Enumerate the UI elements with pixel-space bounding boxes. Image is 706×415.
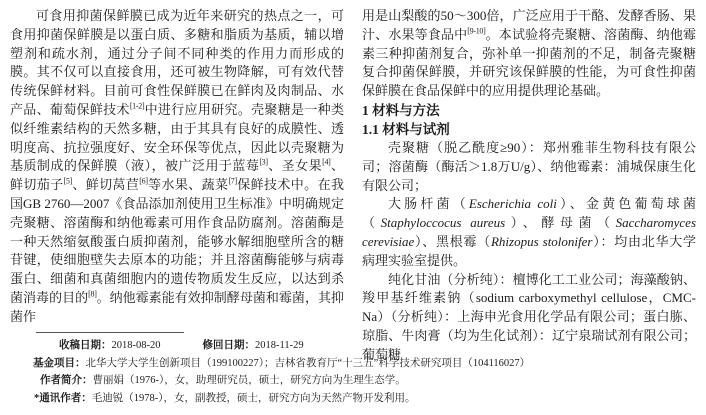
- fund-line: [33, 355, 706, 373]
- left-column: [10, 7, 344, 365]
- dates-line: [59, 337, 706, 355]
- intro-continuation-paragraph: 用是山梨酸的50～300倍，广泛应用于干酪、发酵香肠、果汁、水果等食品中[9-10]。本试验将壳聚糖、溶菌酶、纳他霉素三种抑菌剂复合，弥补单一抑菌剂的不足，制备壳聚糖复合抑菌保鲜膜，并研究该保鲜膜的性能，为可食性抑菌保鲜膜在食品保鲜中的应用提供理论基础。: [362, 8, 696, 99]
- author-label: 作者简介：: [40, 375, 93, 386]
- received-date-label: 收稿日期：: [59, 340, 112, 351]
- footnote-separator: [36, 332, 184, 333]
- author-text: 曹丽娟（1976-），女，助理研究员，硕士，研究方向为生理生态学。: [92, 375, 406, 386]
- revised-date-value: 2018-11-29: [255, 340, 304, 351]
- section-heading-materials-reagents: 1.1 材料与试剂: [362, 121, 450, 137]
- received-date-value: 2018-08-20: [111, 340, 161, 351]
- strains-paragraph: 大肠杆菌（Escherichia coli）、金黄色葡萄球菌（Staphyloccocus aureus）、酵母菌（Saccharomyces cerevisiae）、黑根霉（Rhizopus stolonifer）：均由北华大学病理实验室提供。: [362, 196, 696, 268]
- fund-text: 北华大学大学生创新项目（199100227）；吉林省教育厅“十三五”科学技术研究项目（104116027）: [85, 357, 531, 369]
- chemicals-paragraph: 纯化甘油（分析纯）：檀博化工工业公司；海藻酸钠、羧甲基纤维素钠（sodium carboxymethyl cellulose，CMC-Na）（分析纯）：上海申光食用化学品有限公司；蛋白胨、琼脂、牛肉膏（均为生化试剂）：辽宁泉瑞试剂有限公司；葡萄糖: [362, 271, 696, 362]
- fund-label: 基金项目：: [33, 357, 86, 369]
- intro-paragraph: 可食用抑菌保鲜膜已成为近年来研究的热点之一，可食用抑菌保鲜膜是以蛋白质、多糖和脂质为基质，辅以增塑剂和疏水剂，通过分子间不同种类的作用力而形成的膜。其不仅可以直接食用，还可被生物降解，可有效代替传统保鲜材料。目前可食性保鲜膜已在鲜肉及肉制品、水产品、葡萄保鲜技术[1-2]中进行应用研究。壳聚糖是一种类似纤维素结构的天然多糖，由于其具有良好的成膜性、透明度高、抗拉强度好、安全环保等优点，因此以壳聚糖为基质制成的保鲜膜（液），被广泛用于蓝莓[3]、圣女果[4]、鲜切茄子[5]、鲜切莴苣[6]等水果、蔬菜[7]保鲜技术中。在我国GB 2760—2007《食品添加剂使用卫生标准》中明确规定壳聚糖、溶菌酶和纳他霉素可用作食品防腐剂。溶菌酶是一种天然缩氨酸蛋白质抑菌剂，能够水解细胞壁所含的糖苷键，使细胞壁失去原本的功能；并且溶菌酶能够与病毒蛋白、细菌和真菌细胞内的遗传物质发生反应，以达到杀菌消毒的目的[8]。纳他霉素能有效抑制酵母菌和霉菌，其抑菌作: [10, 8, 344, 324]
- right-column: [362, 7, 696, 365]
- corresponding-author-label: *通讯作者：: [34, 392, 92, 404]
- corresponding-author-text: 毛迪锐（1978-），女，副教授，硕士，研究方向为天然产物开发利用。: [91, 392, 416, 404]
- reagents-paragraph: 壳聚糖（脱乙酰度≥90）：郑州雅菲生物科技有限公司；溶菌酶（酶活＞1.8万U/g）、纳他霉素：浦城保康生化有限公司；: [362, 139, 696, 193]
- section-heading-materials-methods: 1 材料与方法: [362, 102, 440, 118]
- corresponding-author-line: [34, 390, 706, 408]
- footnote: [0, 332, 706, 407]
- author-line: [40, 372, 706, 390]
- revised-date-label: 修回日期：: [202, 340, 255, 351]
